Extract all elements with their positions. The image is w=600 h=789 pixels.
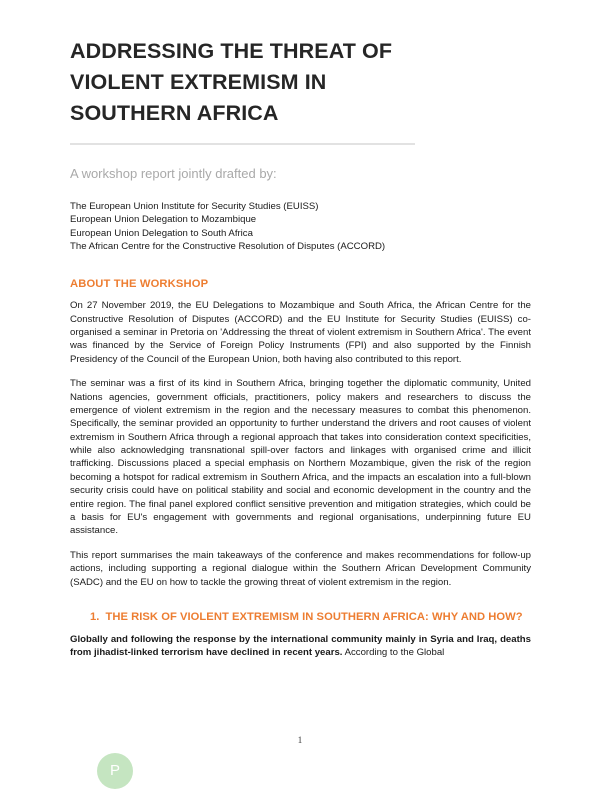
section-heading-label: THE RISK OF VIOLENT EXTREMISM IN SOUTHERN AFRICA: WHY AND HOW? [105,611,523,624]
list-item: European Union Delegation to Mozambique [70,214,257,226]
about-paragraph-3: This report summarises the main takeaways of the conference and makes recommendations for follow-up actions, including supporting a regional dialogue within the Southern African Development Community (SADC) and the EU on how to tackle the growing threat of violent extremism in the region. [70,550,531,588]
risk-paragraph-continuation: According to the Global [342,647,445,659]
page-title-line-3: SOUTHERN AFRICA [70,101,279,125]
page-title-line-2: VIOLENT EXTREMISM IN [70,70,327,94]
document-content [70,36,531,671]
risk-paragraph-lead: Globally and following the response by the international community mainly in Syria and Iraq, deaths from jihadist-linked terrorism have declined in recent years. [70,634,531,659]
about-paragraph-2: The seminar was a first of its kind in Southern Africa, bringing together the diplomatic community, United Nations agencies, government officials, practitioners, policy makers and researchers to discuss the emergence of violent extremism in the region and the necessary measures to combat this phenomenon. Specifically, the seminar provided an opportunity to further understand the drivers and root causes of violent extremism in Southern Africa through a regional approach that takes into consideration context specificities, while also acknowledging transnational spill-over factors and linkages with organised crime and illicit trafficking. Discussions placed a special emphasis on Northern Mozambique, given the risk of the region becoming a hotspot for radical extremism in Southern Africa, and the impacts an escalation into a full-blown security crisis could have on political stability and social and economic development in the country and the entire region. The final panel explored conflict sensitive prevention and mitigation strategies, which could be a basis for EU's engagement with governments and regional organisations, underpinning future EU assistance. [70,378,531,537]
page-title [70,36,531,129]
risk-paragraph-1 [70,633,531,660]
list-item: European Union Delegation to South Africa [70,227,253,239]
about-paragraph-1: On 27 November 2019, the EU Delegations to Mozambique and South Africa, the African Centre for the Constructive Resolution of Disputes (ACCORD) and the EU Institute for Security Studies (EUISS) co-organised a seminar in Pretoria on 'Addressing the threat of violent extremism in Southern Africa'. The event was financed by the Service of Foreign Policy Instruments (FPI) and also supported by the Finnish Presidency of the Council of the European Union, both having also contributed to this report. [70,300,531,365]
list-item: The European Union Institute for Security Studies (EUISS) [70,201,319,212]
title-divider [70,143,415,145]
section-number: 1. [90,611,100,624]
avatar: P [97,753,133,789]
list-item: The African Centre for the Constructive Resolution of Disputes (ACCORD) [70,240,386,252]
page-title-line-1: ADDRESSING THE THREAT OF [70,39,393,63]
page-number: 1 [297,736,303,746]
organisation-list [70,200,531,253]
section-heading-about-the-workshop: ABOUT THE WORKSHOP [70,278,209,291]
section-heading-risk-of-violent-extremism [90,611,531,623]
document-subtitle: A workshop report jointly drafted by: [70,166,277,181]
